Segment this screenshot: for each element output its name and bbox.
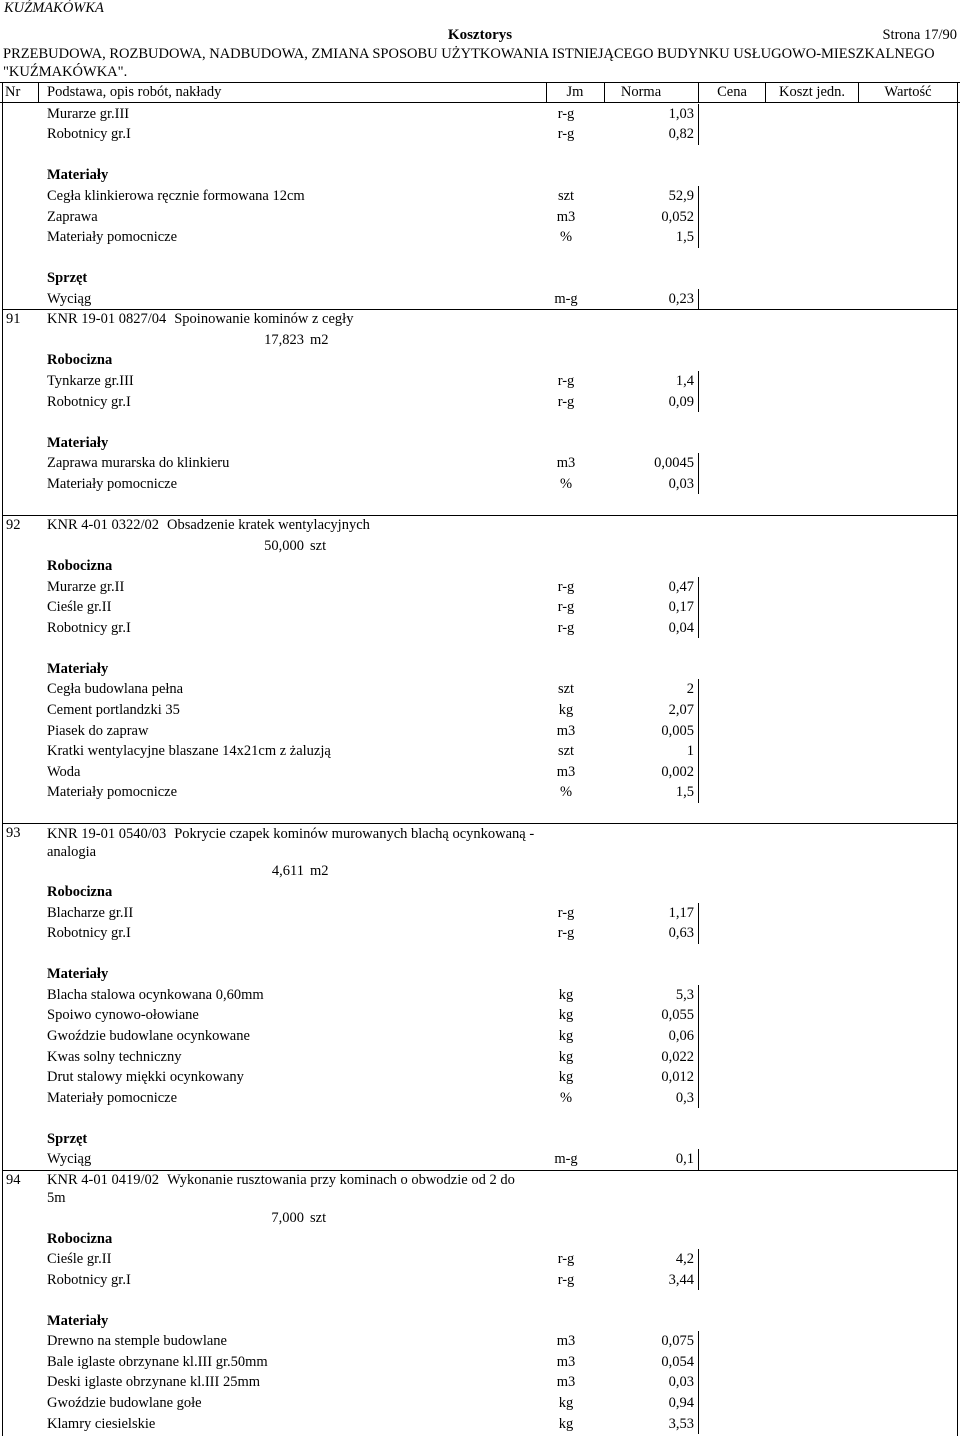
column-divider xyxy=(38,83,39,102)
resource-row xyxy=(0,1047,960,1068)
position-number: 92 xyxy=(6,516,21,533)
resource-unit: r-g xyxy=(557,105,575,122)
resource-row xyxy=(0,186,960,207)
resource-row xyxy=(0,1414,960,1435)
resource-row xyxy=(0,1088,960,1109)
blank-row xyxy=(0,638,960,659)
position-description xyxy=(47,1171,515,1207)
resource-unit: m-g xyxy=(554,290,578,307)
resource-norm: 1,17 xyxy=(600,903,699,924)
resource-name: Materiały pomocnicze xyxy=(47,784,178,801)
position-number: 94 xyxy=(6,1171,21,1188)
resource-row xyxy=(0,721,960,742)
resource-row xyxy=(0,1005,960,1026)
position-title-continuation: analogia xyxy=(47,843,97,860)
column-divider xyxy=(698,83,699,102)
position-quantity-unit: m2 xyxy=(310,863,329,880)
position-title: Spoinowanie kominów z cegły xyxy=(174,311,354,328)
column-header-price: Cena xyxy=(717,84,747,100)
position-description xyxy=(47,309,353,330)
resource-name: Blacha stalowa ocynkowana 0,60mm xyxy=(47,986,264,1003)
resource-name: Woda xyxy=(47,763,81,780)
resource-norm: 0,82 xyxy=(600,124,699,145)
resource-name: Klamry ciesielskie xyxy=(47,1415,156,1432)
resource-unit: m3 xyxy=(556,763,576,780)
section-row xyxy=(0,1229,960,1250)
resource-norm: 1,5 xyxy=(600,227,699,248)
blank-row xyxy=(0,145,960,166)
resource-row xyxy=(0,762,960,783)
position-quantity: 4,611 xyxy=(271,863,304,880)
resource-unit: r-g xyxy=(557,126,575,143)
section-label: Robocizna xyxy=(47,1230,113,1247)
position-title: Wykonanie rusztowania przy kominach o obwodzie od 2 do xyxy=(166,1172,515,1189)
resource-row xyxy=(0,289,960,310)
position-basis: KNR 19-01 0827/04 xyxy=(47,311,167,328)
section-label: Robocizna xyxy=(47,884,113,900)
resource-unit: m3 xyxy=(556,1353,576,1370)
resource-norm: 1,03 xyxy=(600,104,699,125)
resource-row xyxy=(0,782,960,803)
section-label: Robocizna xyxy=(47,558,113,575)
quantity-row xyxy=(0,861,960,882)
resource-norm: 3,53 xyxy=(600,1414,699,1435)
resource-row xyxy=(0,903,960,924)
resource-unit: kg xyxy=(558,1395,574,1411)
position-quantity-unit: szt xyxy=(310,537,327,554)
resource-unit: szt xyxy=(557,681,575,698)
resource-norm: 0,055 xyxy=(600,1005,699,1026)
resource-unit: m3 xyxy=(556,455,576,472)
position-row xyxy=(0,515,960,536)
resource-name: Materiały pomocnicze xyxy=(47,229,178,246)
resource-row xyxy=(0,474,960,495)
position-title: Obsadzenie kratek wentylacyjnych xyxy=(166,516,370,533)
resource-norm: 0,005 xyxy=(600,721,699,742)
section-label: Sprzęt xyxy=(47,1130,88,1147)
resource-row xyxy=(0,1026,960,1047)
position-quantity-unit: szt xyxy=(310,1209,327,1226)
section-label: Sprzęt xyxy=(47,270,88,287)
section-row xyxy=(0,882,960,903)
resource-name: Cement portlandzki 35 xyxy=(47,702,180,718)
resource-unit: szt xyxy=(557,187,575,204)
project-name-line-2: "KUŹMAKÓWKA". xyxy=(3,64,128,80)
column-divider xyxy=(858,83,859,102)
blank-row xyxy=(0,248,960,269)
position-description xyxy=(47,825,534,861)
section-row xyxy=(0,556,960,577)
position-quantity: 17,823 xyxy=(264,331,304,348)
section-row xyxy=(0,1311,960,1332)
resource-unit: m3 xyxy=(556,208,576,225)
resource-row xyxy=(0,1249,960,1270)
blank-row xyxy=(0,803,960,824)
column-header-description: Podstawa, opis robót, nakłady xyxy=(47,84,222,100)
column-divider xyxy=(546,83,547,102)
resource-norm: 0,054 xyxy=(600,1352,699,1373)
resource-norm: 0,3 xyxy=(600,1088,699,1109)
position-title: Pokrycie czapek kominów murowanych blachą ocynkowaną - xyxy=(174,825,535,842)
position-row xyxy=(0,823,960,861)
resource-norm: 0,63 xyxy=(600,923,699,944)
resource-name: Bale iglaste obrzynane kl.III gr.50mm xyxy=(47,1353,268,1370)
resource-name: Robotnicy gr.I xyxy=(47,619,131,636)
position-basis: KNR 4-01 0322/02 xyxy=(47,516,159,533)
resource-name: Deski iglaste obrzynane kl.III 25mm xyxy=(47,1374,261,1391)
resource-norm: 2,07 xyxy=(600,700,699,721)
resource-name: Zaprawa xyxy=(47,208,98,225)
position-description-line xyxy=(47,309,353,330)
resource-norm: 0,06 xyxy=(600,1026,699,1047)
resource-unit: kg xyxy=(558,1027,574,1044)
document-title: Kosztorys xyxy=(447,27,513,43)
position-description xyxy=(47,515,370,536)
resource-row xyxy=(0,124,960,145)
resource-unit: kg xyxy=(558,1069,574,1086)
blank-row xyxy=(0,1290,960,1311)
section-row xyxy=(0,268,960,289)
resource-unit: kg xyxy=(558,1048,574,1065)
resource-norm: 0,09 xyxy=(600,392,699,413)
resource-row xyxy=(0,1067,960,1088)
resource-unit: szt xyxy=(557,743,575,760)
table-body xyxy=(0,104,960,1434)
resource-row xyxy=(0,923,960,944)
column-header-unit: Jm xyxy=(566,84,584,100)
section-row xyxy=(0,165,960,186)
resource-row xyxy=(0,597,960,618)
resource-norm: 52,9 xyxy=(600,186,699,207)
resource-unit: r-g xyxy=(557,904,575,921)
resource-norm: 0,002 xyxy=(600,762,699,783)
resource-row xyxy=(0,1352,960,1373)
section-row xyxy=(0,1129,960,1150)
resource-name: Robotnicy gr.I xyxy=(47,1271,131,1288)
position-basis: KNR 4-01 0419/02 xyxy=(47,1172,159,1189)
resource-norm: 0,03 xyxy=(600,474,699,495)
blank-row xyxy=(0,944,960,965)
column-header-unit-cost: Koszt jedn. xyxy=(778,84,846,100)
resource-name: Materiały pomocnicze xyxy=(47,475,178,492)
resource-row xyxy=(0,700,960,721)
blank-row xyxy=(0,494,960,515)
resource-row xyxy=(0,741,960,762)
resource-norm: 0,022 xyxy=(600,1047,699,1068)
section-row xyxy=(0,433,960,454)
quantity-row xyxy=(0,1208,960,1229)
resource-name: Drut stalowy miękki ocynkowany xyxy=(47,1069,244,1086)
resource-row xyxy=(0,371,960,392)
resource-unit: r-g xyxy=(557,373,575,389)
company-name: KUŹMAKÓWKA xyxy=(4,0,104,16)
resource-row xyxy=(0,1372,960,1393)
resource-unit: r-g xyxy=(557,599,575,616)
position-quantity-unit: m2 xyxy=(310,331,329,348)
resource-unit: r-g xyxy=(557,1271,575,1288)
resource-norm: 0,17 xyxy=(600,597,699,618)
resource-unit: r-g xyxy=(557,925,575,942)
resource-unit: m3 xyxy=(556,1333,576,1350)
resource-norm: 0,075 xyxy=(600,1331,699,1352)
resource-norm: 4,2 xyxy=(600,1249,699,1270)
resource-unit: m3 xyxy=(556,1374,576,1391)
section-label: Materiały xyxy=(47,966,109,983)
resource-unit: m-g xyxy=(554,1151,578,1168)
column-header-value: Wartość xyxy=(884,84,932,100)
resource-unit: r-g xyxy=(557,578,575,595)
resource-unit: r-g xyxy=(557,393,575,410)
resource-unit: kg xyxy=(558,1415,574,1432)
resource-unit: % xyxy=(559,784,573,801)
resource-norm: 2 xyxy=(600,679,699,700)
resource-norm: 0,94 xyxy=(600,1393,699,1414)
resource-name: Drewno na stemple budowlane xyxy=(47,1333,227,1350)
resource-name: Robotnicy gr.I xyxy=(47,126,131,143)
resource-name: Kratki wentylacyjne blaszane 14x21cm z żaluzją xyxy=(47,743,331,760)
resource-row xyxy=(0,227,960,248)
resource-row xyxy=(0,1149,960,1170)
resource-row xyxy=(0,1270,960,1291)
resource-unit: kg xyxy=(558,702,574,718)
resource-name: Spoiwo cynowo-ołowiane xyxy=(47,1007,199,1024)
column-header-nr: Nr xyxy=(5,84,21,100)
position-description-line xyxy=(47,1171,515,1189)
resource-row xyxy=(0,453,960,474)
resource-norm: 0,03 xyxy=(600,1372,699,1393)
resource-name: Cegła budowlana pełna xyxy=(47,681,184,698)
resource-name: Cieśle gr.II xyxy=(47,1251,112,1268)
resource-name: Kwas solny techniczny xyxy=(47,1048,182,1065)
column-divider xyxy=(604,83,605,102)
project-name-line-1: PRZEBUDOWA, ROZBUDOWA, NADBUDOWA, ZMIANA SPOSOBU UŻYTKOWANIA ISTNIEJĄCEGO BUDYNKU USŁUGOWO-MIESZKALNEGO xyxy=(3,46,935,62)
resource-row xyxy=(0,207,960,228)
resource-name: Wyciąg xyxy=(47,1151,92,1168)
section-label: Materiały xyxy=(47,167,109,184)
section-label: Materiały xyxy=(47,434,109,451)
resource-name: Robotnicy gr.I xyxy=(47,925,131,942)
resource-name: Cegła klinkierowa ręcznie formowana 12cm xyxy=(47,187,305,204)
resource-unit: m3 xyxy=(556,722,576,739)
quantity-row xyxy=(0,536,960,557)
position-row xyxy=(0,309,960,330)
resource-name: Zaprawa murarska do klinkieru xyxy=(47,455,230,472)
resource-name: Materiały pomocnicze xyxy=(47,1089,178,1106)
resource-norm: 0,1 xyxy=(600,1149,699,1170)
resource-unit: % xyxy=(559,229,573,246)
resource-row xyxy=(0,618,960,639)
resource-norm: 0,04 xyxy=(600,618,699,639)
position-quantity: 50,000 xyxy=(264,537,304,554)
blank-row xyxy=(0,412,960,433)
resource-unit: r-g xyxy=(557,619,575,636)
column-header-norm: Norma xyxy=(620,84,662,100)
resource-name: Piasek do zapraw xyxy=(47,722,149,739)
resource-row xyxy=(0,1331,960,1352)
resource-norm: 1,5 xyxy=(600,782,699,803)
resource-unit: kg xyxy=(558,986,574,1003)
position-row xyxy=(0,1170,960,1208)
position-basis: KNR 19-01 0540/03 xyxy=(47,825,167,842)
resource-unit: r-g xyxy=(557,1251,575,1268)
resource-name: Wyciąg xyxy=(47,290,92,307)
resource-norm: 5,3 xyxy=(600,985,699,1006)
resource-unit: kg xyxy=(558,1007,574,1024)
resource-name: Gwoździe budowlane gołe xyxy=(47,1395,202,1411)
resource-norm: 0,47 xyxy=(600,577,699,598)
resource-unit: % xyxy=(559,475,573,492)
quantity-row xyxy=(0,330,960,351)
position-quantity: 7,000 xyxy=(271,1209,304,1226)
position-number: 91 xyxy=(6,311,21,328)
resource-row xyxy=(0,104,960,125)
resource-row xyxy=(0,392,960,413)
position-number: 93 xyxy=(6,825,21,842)
resource-name: Robotnicy gr.I xyxy=(47,393,131,410)
resource-name: Blacharze gr.II xyxy=(47,904,134,921)
position-title-continuation: 5m xyxy=(47,1190,66,1207)
section-row xyxy=(0,350,960,371)
resource-name: Cieśle gr.II xyxy=(47,599,112,616)
resource-unit: % xyxy=(559,1089,573,1106)
resource-norm: 0,23 xyxy=(600,289,699,310)
section-label: Robocizna xyxy=(47,352,113,369)
resource-name: Murarze gr.III xyxy=(47,105,130,122)
resource-norm: 3,44 xyxy=(600,1270,699,1291)
position-description-line xyxy=(47,825,534,843)
section-row xyxy=(0,659,960,680)
table-header xyxy=(0,82,960,103)
resource-norm: 0,0045 xyxy=(600,453,699,474)
section-label: Materiały xyxy=(47,660,109,677)
resource-name: Tynkarze gr.III xyxy=(47,373,134,389)
column-divider xyxy=(765,83,766,102)
position-description-line xyxy=(47,515,370,536)
resource-name: Gwoździe budowlane ocynkowane xyxy=(47,1027,250,1044)
resource-row xyxy=(0,985,960,1006)
resource-row xyxy=(0,679,960,700)
resource-norm: 1 xyxy=(600,741,699,762)
resource-name: Murarze gr.II xyxy=(47,578,125,595)
resource-row xyxy=(0,577,960,598)
blank-row xyxy=(0,1108,960,1129)
page-number: Strona 17/90 xyxy=(882,27,957,43)
resource-norm: 0,052 xyxy=(600,207,699,228)
section-row xyxy=(0,964,960,985)
resource-row xyxy=(0,1393,960,1414)
resource-norm: 1,4 xyxy=(600,371,699,392)
section-label: Materiały xyxy=(47,1312,109,1329)
resource-norm: 0,012 xyxy=(600,1067,699,1088)
